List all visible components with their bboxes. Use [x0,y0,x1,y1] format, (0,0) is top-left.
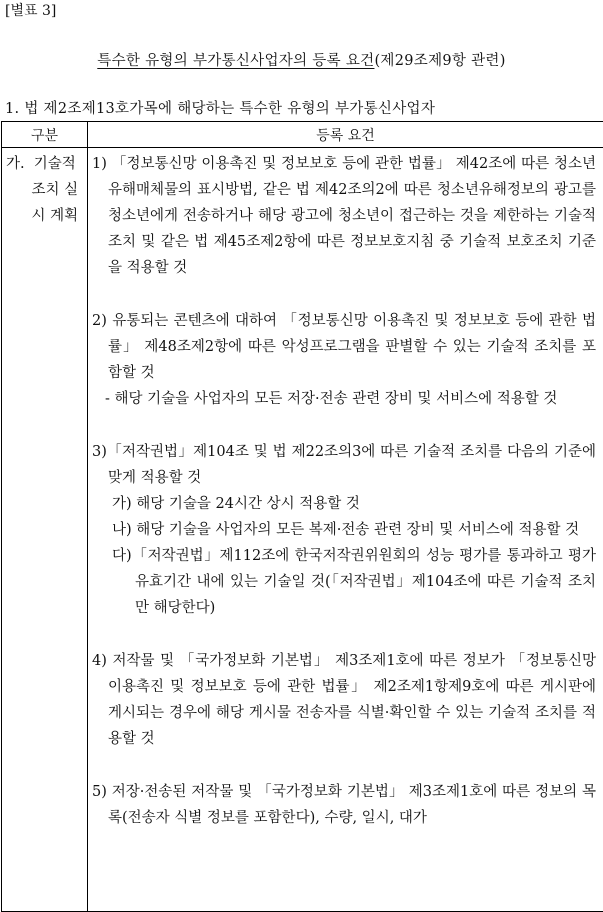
section-heading: 1. 법 제2조제13호가목에 해당하는 특수한 유형의 부가통신사업자 [5,97,435,118]
appendix-label: [별표 3] [5,0,56,20]
requirement-item-4: 4) 저작물 및 「국가정보화 기본법」 제3조제1호에 따른 정보가 「정보통신망 이용촉진 및 정보보호 등에 관한 법률」 제2조제1항제9호에 따른 게시판에 게시되는 경우에 해당 게시물 전송자를 식별·확인할 수 있는 기술적 조치를 적용할 것 [92,648,596,752]
requirement-item-3: 3)「저작권법」제104조 및 법 제22조의3에 따른 기술적 조치를 다음의 기준에 맞게 적용할 것 [92,439,596,491]
requirement-item-3-a: 가) 해당 기술을 24시간 상시 적용할 것 [92,491,596,517]
category-number: 가. [6,151,25,229]
requirements-cell [88,148,603,912]
requirement-item-3-b: 나) 해당 기술을 사업자의 모든 복제·전송 관련 장비 및 서비스에 적용할 것 [92,517,596,543]
header-category: 구분 [2,122,88,148]
requirement-item-2-detail: - 해당 기술을 사업자의 모든 저장·전송 관련 장비 및 서비스에 적용할 것 [92,386,596,412]
requirement-item-1: 1) 「정보통신망 이용촉진 및 정보보호 등에 관한 법률」 제42조에 따른 청소년유해매체물의 표시방법, 같은 법 제42조의2에 따른 청소년유해정보의 광고를 청소년에게 전송하거나 해당 광고에 청소년이 접근하는 것을 제한하는 기술적 조치 및 같은 법 제45조제2항에 따른 정보보호지침 중 기술적 보호조치 기준을 적용할 것 [92,151,596,281]
title-suffix: (제29조제9항 관련) [374,53,505,69]
table-row [2,148,603,912]
category-cell [2,148,88,912]
category-text: 기술적 조치 실시 계획 [25,151,85,229]
document-title [0,49,603,70]
title-main: 특수한 유형의 부가통신사업자의 등록 요건 [97,53,374,69]
requirements-table [1,121,603,912]
requirement-item-3-c: 다)「저작권법」제112조에 한국저작권위원회의 성능 평가를 통과하고 평가 유효기간 내에 있는 기술일 것(「저작권법」제104조에 따른 기술적 조치만 해당한다) [92,543,596,621]
table-header-row [2,122,603,148]
header-requirements: 등록 요건 [88,122,603,148]
requirement-item-5: 5) 저장·전송된 저작물 및 「국가정보화 기본법」 제3조제1호에 따른 정보의 목록(전송자 식별 정보를 포함한다), 수량, 일시, 대가 [92,779,596,831]
requirement-item-2: 2) 유통되는 콘텐츠에 대하여 「정보통신망 이용촉진 및 정보보호 등에 관한 법률」 제48조제2항에 따른 악성프로그램을 판별할 수 있는 기술적 조치를 포함할 것 [92,308,596,386]
